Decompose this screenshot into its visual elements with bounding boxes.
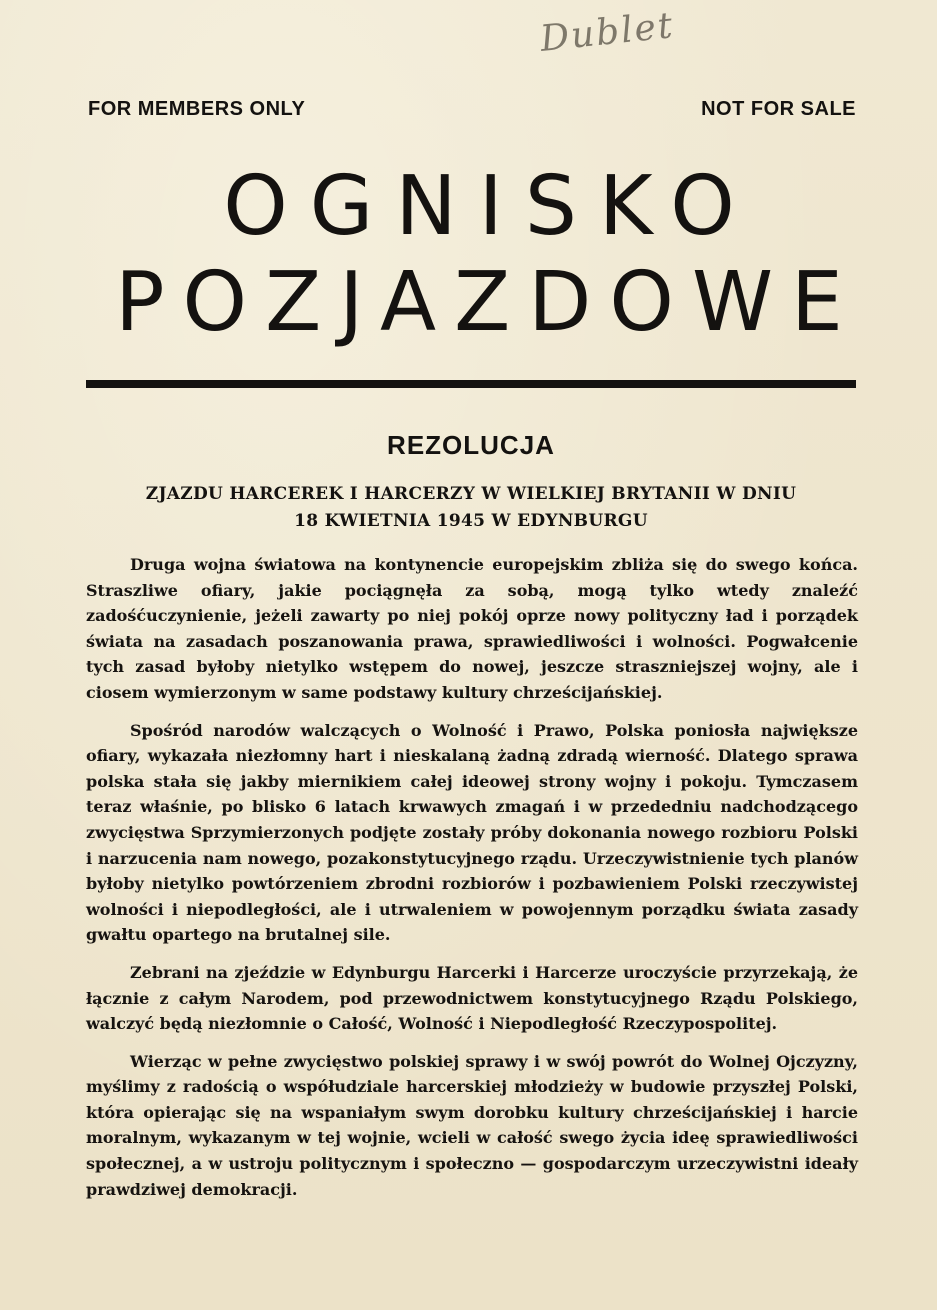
subheading-line-2: 18 KWIETNIA 1945 W EDYNBURGU xyxy=(294,511,648,531)
paragraph-3: Zebrani na zjeździe w Edynburgu Harcerki i Harcerze uroczyście przyrzekają, że łącznie z całym Narodem, pod przewodnictwem konstytucyjnego Rządu Polskiego, walczyć będą niezłomnie o Całość, Wolność i Niepodległość Rzeczypospolitej. xyxy=(86,962,858,1034)
handwritten-note: Dublet xyxy=(538,5,677,60)
masthead-divider xyxy=(86,380,856,388)
masthead-line-2: POZJAZDOWE xyxy=(115,255,861,350)
not-for-sale-label: NOT FOR SALE xyxy=(701,98,856,120)
document-subheading xyxy=(86,481,856,535)
paragraph-1: Druga wojna światowa na kontynencie europejskim zbliża się do swego końca. Straszliwe ofiary, jakie pociągnęła za sobą, mogą tylko wtedy znaleźć zadośćuczynienie, jeżeli zawarty po niej pokój oprze nowy polityczny ład i porządek świata na zasadach poszanowania prawa, sprawiedliwości i wolności. Pogwałcenie tych zasad byłoby nietylko wstępem do nowej, jeszcze straszniejszej wojny, ale i ciosem wymierzonym w same podstawy kultury chrześcijańskiej. xyxy=(86,555,858,702)
members-only-label: FOR MEMBERS ONLY xyxy=(88,98,306,120)
resolution-body xyxy=(86,552,858,1214)
paragraph-4: Wierząc w pełne zwycięstwo polskiej sprawy i w swój powrót do Wolnej Ojczyzny, myślimy z radością o współudziale harcerskiej młodzieży w budowie przyszłej Polski, która opierając się na wspaniałym swym dorobku kultury chrześcijańskiej i harcie moralnym, wykazanym w tej wojnie, wcieli w całość swego życia ideę sprawiedliwości społecznej, a w ustroju politycznym i społeczno — gospodarczym urzeczywistni ideały prawdziwej demokracji. xyxy=(86,1051,858,1199)
subheading-line-1: ZJAZDU HARCEREK I HARCERZY W WIELKIEJ BRYTANII W DNIU xyxy=(145,484,797,504)
masthead-line-1: OGNISKO xyxy=(223,159,757,254)
paragraph-2: Spośród narodów walczących o Wolność i Prawo, Polska poniosła największe ofiary, wykazała niezłomny hart i nieskalaną żadną zdradą wierność. Dlatego sprawa polska stała się jakby miernikiem całej ideowej strony wojny i pokoju. Tymczasem teraz właśnie, po blisko 6 latach krwawych zmagań i w przededniu nadchodzącego zwycięstwa Sprzymierzonych podjęte zostały próby dokonania nowego rozbioru Polski i narzucenia nam nowego, pozakonstytucyjnego rządu. Urzeczywistnienie tych planów byłoby nietylko powtórzeniem zbrodni rozbiorów i pozbawieniem Polski rzeczywistej wolności i niepodległości, ale i utrwaleniem w powojennym porządku świata zasady gwałtu opartego na brutalnej sile. xyxy=(86,720,858,945)
document-heading: REZOLUCJA xyxy=(387,430,555,460)
